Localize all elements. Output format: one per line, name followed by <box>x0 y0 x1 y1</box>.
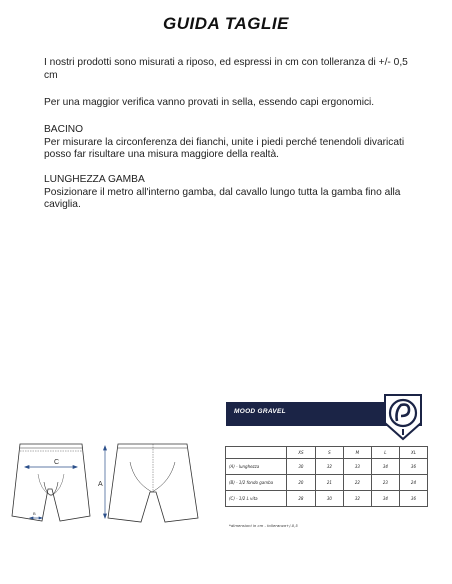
table-row <box>226 475 428 491</box>
gamba-heading: LUNGHEZZA GAMBA <box>44 174 145 185</box>
table-cell: 21 <box>315 475 343 491</box>
table-cell: 30 <box>315 491 343 507</box>
banner-title: MOOD GRAVEL <box>234 408 286 415</box>
table-header-cell <box>226 447 287 459</box>
bacino-text: Per misurare la circonferenza dei fianchi, unite i piedi perché tenendoli divaricati posso far risultare una misura maggiore della realtà. <box>44 136 405 160</box>
table-cell: 34 <box>371 491 399 507</box>
label-b: B <box>33 511 36 516</box>
brand-logo-icon <box>383 393 423 441</box>
table-cell: 23 <box>371 475 399 491</box>
table-cell: 24 <box>399 475 427 491</box>
table-cell: 32 <box>343 491 371 507</box>
table-cell: 30 <box>287 459 316 475</box>
table-header-cell: XS <box>287 447 316 459</box>
table-header-cell: M <box>343 447 371 459</box>
table-header-cell: L <box>371 447 399 459</box>
table-cell: 32 <box>315 459 343 475</box>
table-cell: 36 <box>399 459 427 475</box>
front-view-outline <box>12 444 90 521</box>
shorts-diagram <box>10 434 215 534</box>
table-cell: 34 <box>371 459 399 475</box>
intro-paragraph: I nostri prodotti sono misurati a riposo, ed espressi in cm con tolleranza di +/- 0,5 cm <box>44 57 408 81</box>
label-c: C <box>54 459 60 466</box>
table-cell: 33 <box>343 459 371 475</box>
table-cell: 28 <box>287 491 316 507</box>
bacino-heading: BACINO <box>44 124 84 135</box>
table-cell: 36 <box>399 491 427 507</box>
row-label: (A) - lunghezza <box>226 459 287 475</box>
gamba-section <box>44 174 414 212</box>
bacino-section <box>44 124 414 162</box>
table-footnote: *dimensioni in cm - tolleranza+/-0,5 <box>229 523 298 528</box>
verify-paragraph: Per una maggior verifica vanno provati in sella, essendo capi ergonomici. <box>44 97 375 108</box>
gamba-text: Posizionare il metro all'interno gamba, dal cavallo lungo tutta la gamba fino alla caviglia. <box>44 186 401 210</box>
size-table <box>225 446 428 507</box>
table-header-row <box>226 447 428 459</box>
table-cell: 22 <box>343 475 371 491</box>
row-label: (B) - 1/2 fondo gamba <box>226 475 287 491</box>
table-cell: 20 <box>287 475 316 491</box>
row-label: (C) - 1/2 L vita <box>226 491 287 507</box>
table-header-cell: XL <box>399 447 427 459</box>
table-row <box>226 459 428 475</box>
table-header-cell: S <box>315 447 343 459</box>
page-title: GUIDA TAGLIE <box>163 14 289 33</box>
table-row <box>226 491 428 507</box>
label-a: A <box>98 481 103 488</box>
